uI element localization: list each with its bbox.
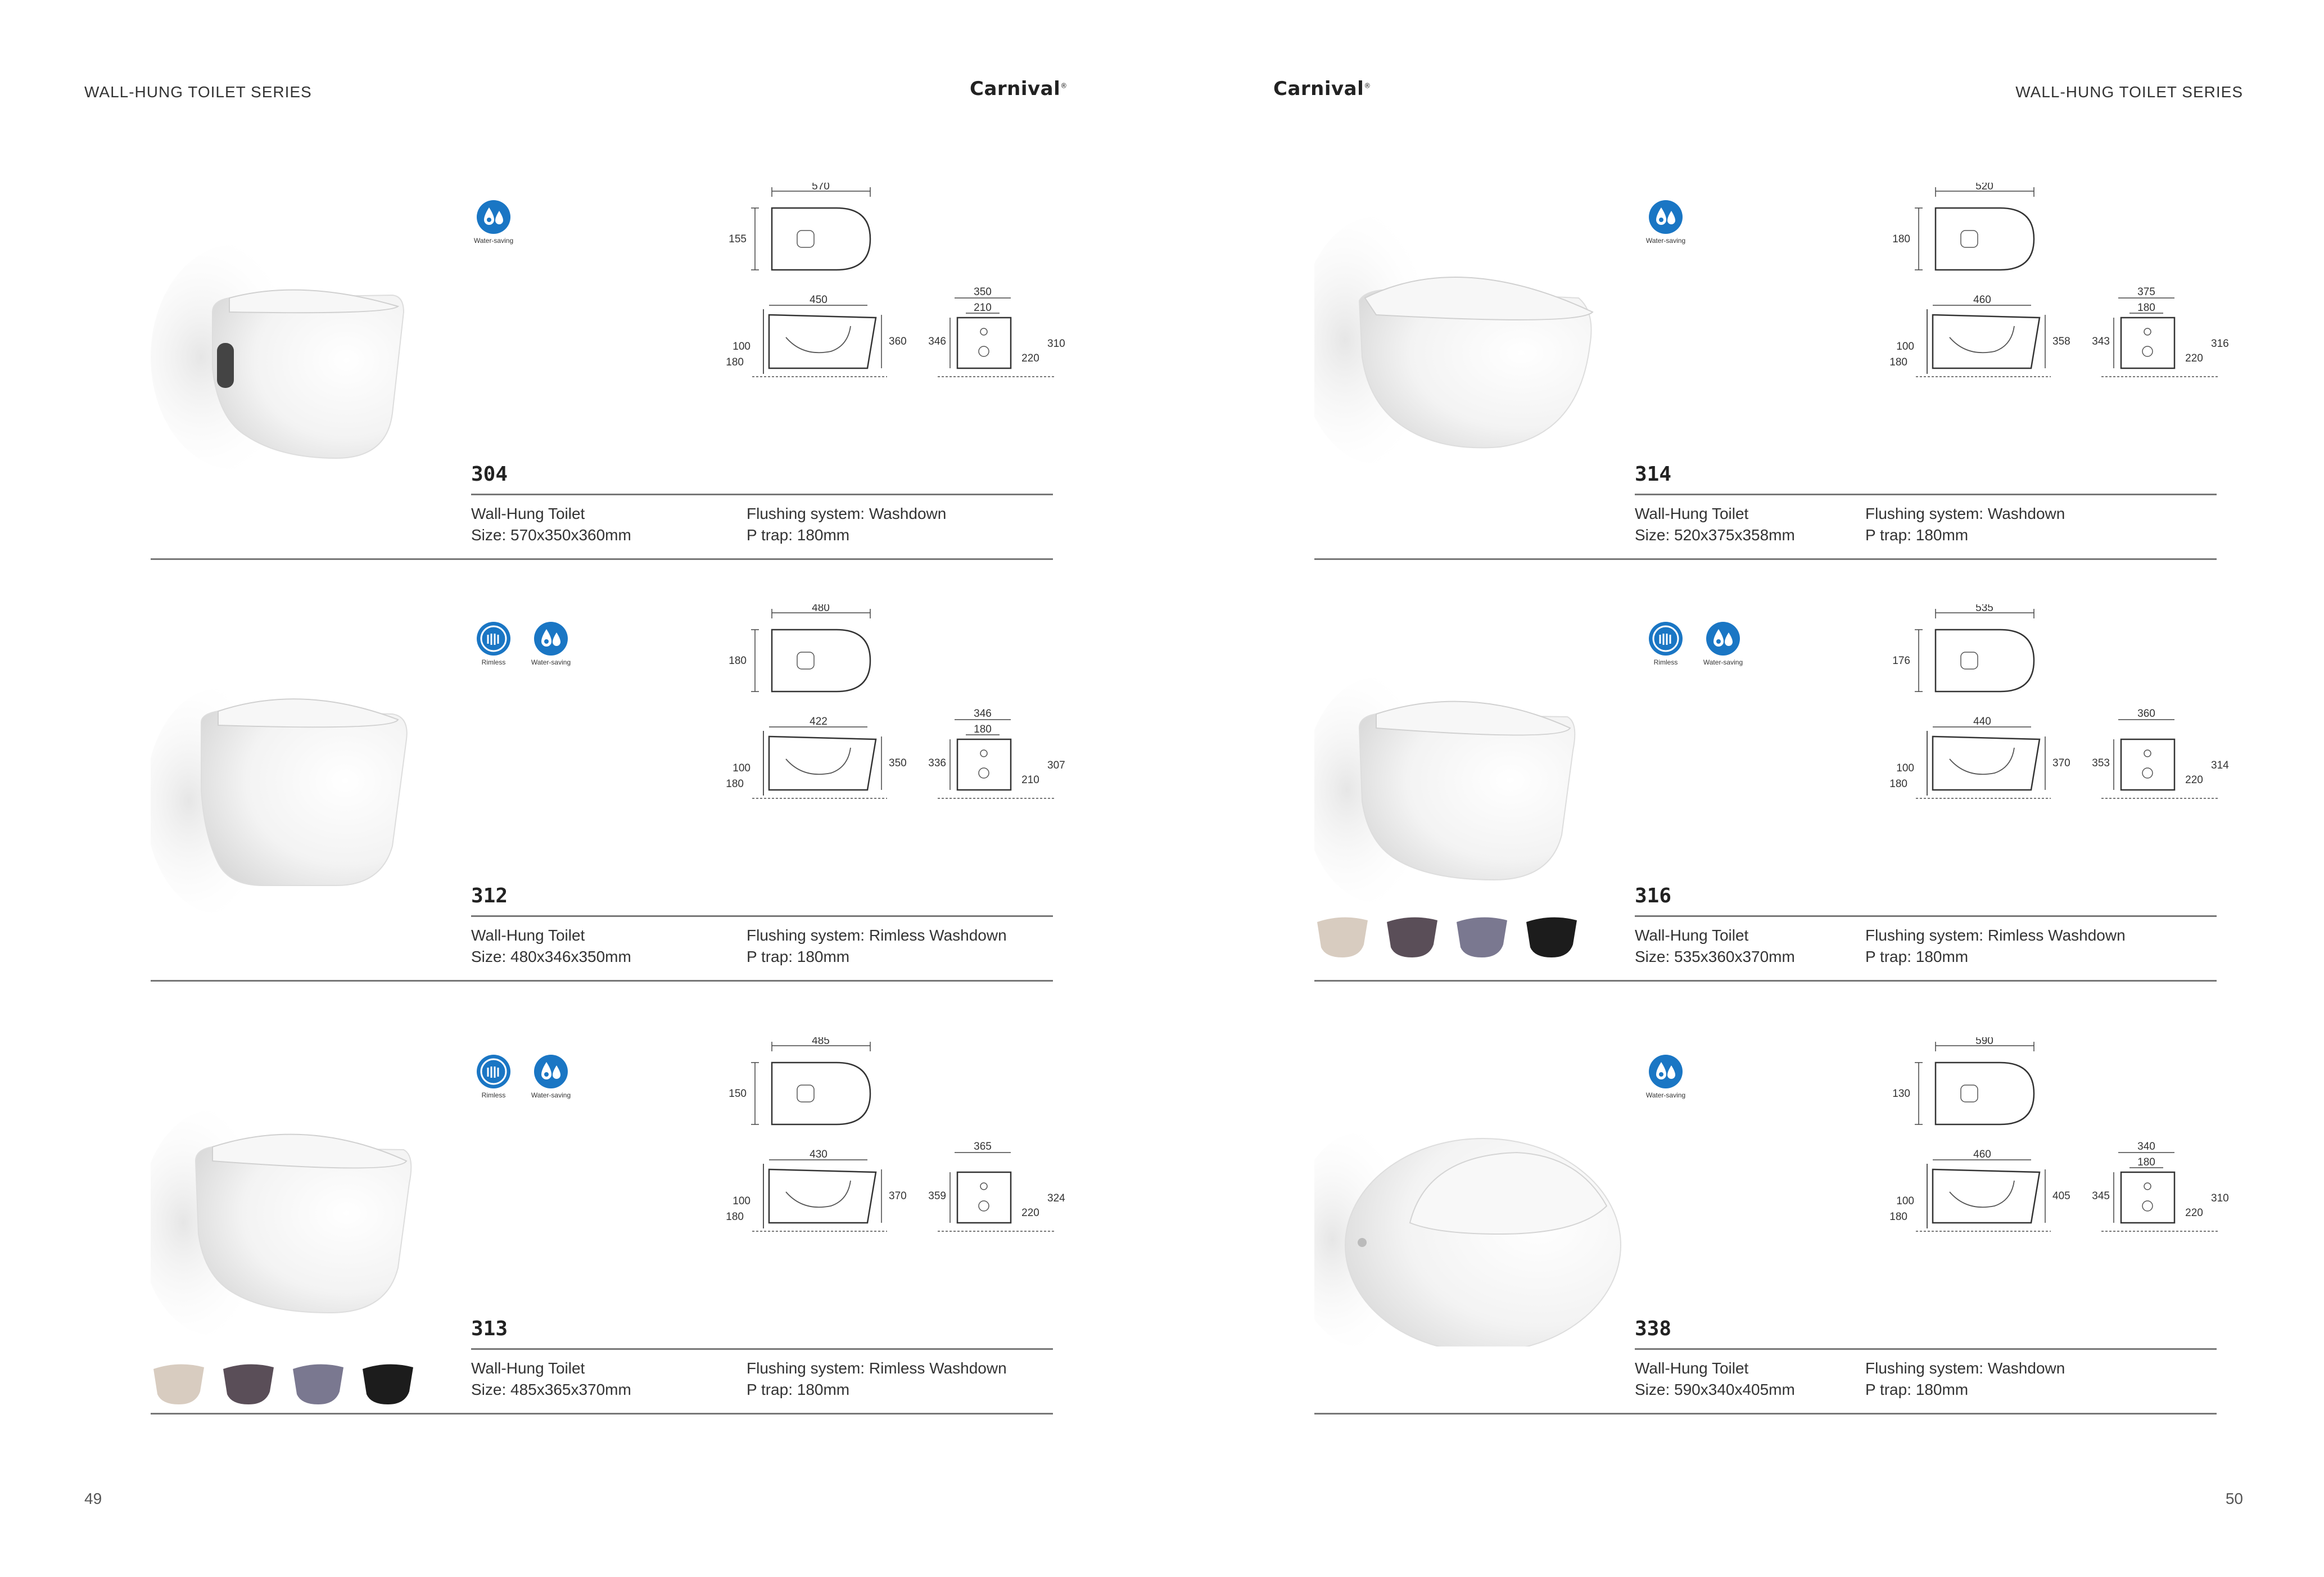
svg-text:100: 100 [733, 341, 750, 353]
svg-text:180: 180 [974, 724, 992, 735]
svg-text:180: 180 [2137, 1156, 2155, 1168]
product-size: Size: 485x365x370mm [471, 1381, 631, 1398]
product-type: Wall-Hung Toilet [471, 927, 585, 944]
feature-icons [471, 621, 573, 666]
svg-text:180: 180 [726, 356, 744, 368]
rimless-icon [1648, 621, 1683, 656]
p-trap: P trap: 180mm [747, 526, 850, 544]
product-type: Wall-Hung Toilet [1635, 927, 1749, 944]
svg-text:210: 210 [1021, 774, 1039, 786]
color-swatch-icon [1384, 914, 1440, 959]
water-saving-badge [1643, 200, 1688, 245]
brand-logo-right [1273, 78, 1371, 100]
product-type: Wall-Hung Toilet [471, 505, 585, 522]
water-saving-icon [1648, 200, 1683, 234]
svg-text:460: 460 [1973, 294, 1991, 306]
svg-text:180: 180 [729, 655, 747, 667]
water-saving-badge [528, 621, 573, 666]
spec-right [747, 925, 1007, 968]
svg-text:314: 314 [2211, 760, 2229, 771]
divider [1314, 558, 2217, 560]
svg-text:150: 150 [729, 1088, 747, 1100]
feature-icons [1643, 621, 1746, 666]
technical-drawing [718, 604, 1078, 810]
svg-text:365: 365 [974, 1141, 992, 1153]
spec-right [1865, 1358, 2065, 1400]
p-trap: P trap: 180mm [1865, 948, 1969, 965]
color-options [151, 1361, 416, 1406]
svg-text:480: 480 [812, 604, 830, 614]
svg-text:220: 220 [1021, 1207, 1039, 1219]
divider [471, 915, 1053, 917]
svg-text:220: 220 [1021, 353, 1039, 364]
svg-text:350: 350 [974, 286, 992, 298]
svg-text:430: 430 [810, 1149, 828, 1160]
svg-text:450: 450 [810, 294, 828, 306]
model-number: 338 [1635, 1317, 1672, 1340]
feature-icons [1643, 1054, 1688, 1099]
svg-text:340: 340 [2137, 1141, 2155, 1153]
technical-drawing [718, 183, 1078, 388]
product-type: Wall-Hung Toilet [471, 1359, 585, 1377]
divider [1635, 915, 2217, 917]
svg-text:100: 100 [1896, 1195, 1914, 1207]
svg-text:535: 535 [1975, 604, 1993, 614]
brand-logo-left [970, 78, 1068, 100]
rimless-icon [476, 1054, 511, 1089]
svg-text:370: 370 [889, 1190, 907, 1202]
svg-text:345: 345 [2092, 1190, 2110, 1202]
svg-text:220: 220 [2185, 1207, 2203, 1219]
water-saving-label: Water-saving [1703, 658, 1743, 666]
divider [1314, 1413, 2217, 1415]
svg-text:100: 100 [733, 762, 750, 774]
p-trap: P trap: 180mm [1865, 1381, 1969, 1398]
rimless-label: Rimless [481, 1091, 506, 1099]
svg-text:590: 590 [1975, 1037, 1993, 1047]
svg-text:440: 440 [1973, 716, 1991, 728]
flushing-system: Flushing system: Washdown [1865, 505, 2065, 522]
product-card-338 [1314, 1037, 2229, 1459]
flushing-system: Flushing system: Rimless Washdown [1865, 927, 2126, 944]
svg-text:220: 220 [2185, 353, 2203, 364]
svg-text:485: 485 [812, 1037, 830, 1047]
svg-text:307: 307 [1047, 760, 1065, 771]
water-saving-badge [1643, 1054, 1688, 1099]
rimless-badge [471, 1054, 516, 1099]
page-number-right: 50 [2225, 1490, 2243, 1507]
svg-text:310: 310 [2211, 1192, 2229, 1204]
divider [151, 980, 1053, 982]
color-swatch-icon [1314, 914, 1371, 959]
product-photo [151, 1054, 482, 1346]
product-size: Size: 480x346x350mm [471, 948, 631, 965]
product-card-304 [151, 183, 1065, 604]
svg-text:180: 180 [1892, 233, 1910, 245]
svg-text:100: 100 [733, 1195, 750, 1207]
svg-text:353: 353 [2092, 757, 2110, 769]
product-photo [1314, 621, 1646, 914]
svg-text:360: 360 [2137, 708, 2155, 720]
product-card-314 [1314, 183, 2229, 604]
divider [1635, 494, 2217, 495]
svg-text:180: 180 [726, 1211, 744, 1223]
water-saving-icon [476, 200, 511, 234]
product-card-313 [151, 1037, 1065, 1459]
svg-text:343: 343 [2092, 336, 2110, 347]
product-card-316 [1314, 604, 2229, 1026]
product-card-312 [151, 604, 1065, 1026]
svg-text:180: 180 [2137, 302, 2155, 314]
svg-text:405: 405 [2052, 1190, 2070, 1202]
divider [471, 494, 1053, 495]
water-saving-icon [533, 1054, 568, 1089]
technical-drawing [1882, 183, 2242, 388]
feature-icons [471, 200, 516, 245]
svg-text:210: 210 [974, 302, 992, 314]
color-swatch-icon [360, 1361, 416, 1406]
registered-mark-icon: ® [1060, 82, 1068, 90]
water-saving-badge [1701, 621, 1746, 666]
spec-right [747, 503, 946, 546]
model-number: 304 [471, 463, 508, 486]
svg-text:310: 310 [1047, 338, 1065, 350]
spec-left [471, 503, 631, 546]
rimless-icon [476, 621, 511, 656]
svg-text:180: 180 [726, 778, 744, 790]
spec-left [1635, 925, 1795, 968]
registered-mark-icon: ® [1364, 82, 1371, 90]
water-saving-badge [528, 1054, 573, 1099]
feature-icons [1643, 200, 1688, 245]
rimless-badge [471, 621, 516, 666]
svg-text:130: 130 [1892, 1088, 1910, 1100]
product-size: Size: 520x375x358mm [1635, 526, 1795, 544]
svg-text:316: 316 [2211, 338, 2229, 350]
spec-left [1635, 503, 1795, 546]
product-size: Size: 570x350x360mm [471, 526, 631, 544]
product-type: Wall-Hung Toilet [1635, 505, 1749, 522]
spec-right [747, 1358, 1007, 1400]
svg-text:220: 220 [2185, 774, 2203, 786]
svg-text:370: 370 [2052, 757, 2070, 769]
p-trap: P trap: 180mm [1865, 526, 1969, 544]
rimless-badge [1643, 621, 1688, 666]
product-size: Size: 535x360x370mm [1635, 948, 1795, 965]
svg-text:155: 155 [729, 233, 747, 245]
model-number: 313 [471, 1317, 508, 1340]
water-saving-label: Water-saving [531, 658, 571, 666]
flushing-system: Flushing system: Rimless Washdown [747, 1359, 1007, 1377]
svg-text:460: 460 [1973, 1149, 1991, 1160]
svg-text:422: 422 [810, 716, 828, 728]
svg-text:346: 346 [928, 336, 946, 347]
spec-left [471, 1358, 631, 1400]
spec-right [1865, 925, 2126, 968]
model-number: 314 [1635, 463, 1672, 486]
divider [471, 1348, 1053, 1350]
color-swatch-icon [1454, 914, 1510, 959]
product-type: Wall-Hung Toilet [1635, 1359, 1749, 1377]
flushing-system: Flushing system: Rimless Washdown [747, 927, 1007, 944]
model-number: 316 [1635, 884, 1672, 907]
rimless-label: Rimless [481, 658, 506, 666]
divider [151, 1413, 1053, 1415]
water-saving-icon [533, 621, 568, 656]
p-trap: P trap: 180mm [747, 1381, 850, 1398]
color-swatch-icon [1523, 914, 1580, 959]
series-title-right: WALL-HUNG TOILET SERIES [2015, 83, 2243, 101]
brand-name: Carnival [1273, 78, 1364, 100]
svg-text:360: 360 [889, 336, 907, 347]
svg-text:180: 180 [1889, 1211, 1907, 1223]
water-saving-badge [471, 200, 516, 245]
svg-text:100: 100 [1896, 341, 1914, 353]
svg-text:359: 359 [928, 1190, 946, 1202]
product-photo [1314, 1054, 1646, 1346]
svg-text:180: 180 [1889, 778, 1907, 790]
spec-right [1865, 503, 2065, 546]
water-saving-label: Water-saving [1645, 237, 1686, 245]
water-saving-label: Water-saving [1645, 1091, 1686, 1099]
technical-drawing [1882, 604, 2242, 810]
spec-left [471, 925, 631, 968]
flushing-system: Flushing system: Washdown [747, 505, 947, 522]
color-swatch-icon [151, 1361, 207, 1406]
water-saving-label: Water-saving [473, 237, 514, 245]
p-trap: P trap: 180mm [747, 948, 850, 965]
svg-text:100: 100 [1896, 762, 1914, 774]
svg-text:358: 358 [2052, 336, 2070, 347]
product-size: Size: 590x340x405mm [1635, 1381, 1795, 1398]
page-number-left: 49 [84, 1490, 102, 1507]
spec-left [1635, 1358, 1795, 1400]
divider [1635, 1348, 2217, 1350]
svg-text:520: 520 [1975, 183, 1993, 192]
technical-drawing [718, 1037, 1078, 1242]
svg-text:350: 350 [889, 757, 907, 769]
brand-name: Carnival [970, 78, 1061, 100]
series-title-left: WALL-HUNG TOILET SERIES [84, 83, 312, 101]
product-photo [151, 621, 482, 914]
svg-text:375: 375 [2137, 286, 2155, 298]
color-options [1314, 914, 1580, 959]
product-photo [1314, 200, 1646, 492]
water-saving-icon [1648, 1054, 1683, 1089]
divider [151, 558, 1053, 560]
rimless-label: Rimless [1653, 658, 1678, 666]
svg-text:570: 570 [812, 183, 830, 192]
water-saving-label: Water-saving [531, 1091, 571, 1099]
divider [1314, 980, 2217, 982]
technical-drawing [1882, 1037, 2242, 1242]
svg-text:180: 180 [1889, 356, 1907, 368]
svg-text:324: 324 [1047, 1192, 1065, 1204]
svg-text:176: 176 [1892, 655, 1910, 667]
water-saving-icon [1706, 621, 1740, 656]
model-number: 312 [471, 884, 508, 907]
svg-text:346: 346 [974, 708, 992, 720]
color-swatch-icon [220, 1361, 277, 1406]
color-swatch-icon [290, 1361, 346, 1406]
flushing-system: Flushing system: Washdown [1865, 1359, 2065, 1377]
feature-icons [471, 1054, 573, 1099]
product-photo [151, 200, 482, 492]
svg-text:336: 336 [928, 757, 946, 769]
